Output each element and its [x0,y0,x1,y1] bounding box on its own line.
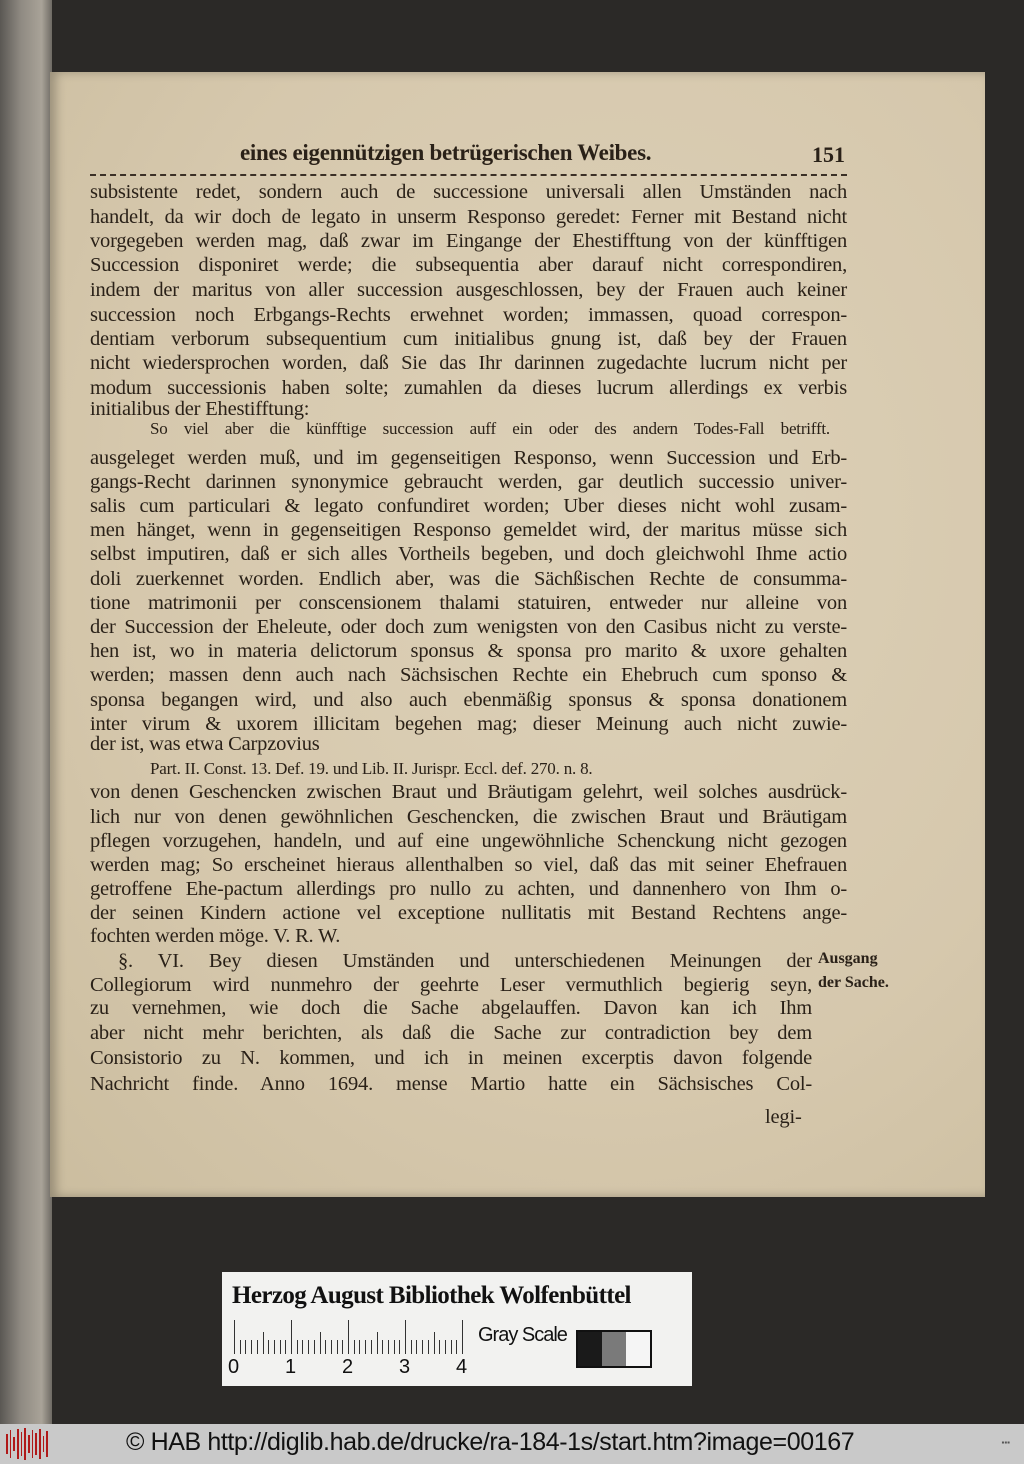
gray-swatch [578,1332,602,1366]
header-rule [90,174,847,176]
ruler-tick [337,1340,338,1354]
ruler-tick [377,1332,378,1354]
ruler-tick [462,1320,463,1354]
catchword: legi- [765,1106,802,1128]
hab-logo-icon [6,1428,48,1460]
text-line: Collegiorum wird nunmehro der geehrte Leser vermuthlich begierig seyn, [90,974,812,996]
ruler-scale [234,1320,474,1354]
text-line: von denen Geschencken zwischen Braut und Bräutigam gelehrt, weil solches ausdrück- [90,781,847,803]
logo-bar [32,1430,34,1458]
ruler-tick [445,1340,446,1354]
text-line: ausgeleget werden muß, und im gegenseitigen Responso, wenn Succession und Erb- [90,447,847,469]
text-line: doli zuerkennet worden. Endlich aber, was die Sächßischen Rechte de consumma- [90,568,847,590]
text-line: fochten werden möge. V. R. W. [90,925,341,947]
running-header: eines eigennützigen betrügerischen Weibes. [240,140,652,165]
color-calibration-card [222,1272,692,1386]
ruler-tick [325,1340,326,1354]
ruler-tick [359,1340,360,1354]
ruler-tick [371,1340,372,1354]
ruler-tick [439,1340,440,1354]
ruler-tick [291,1320,292,1354]
logo-bar [13,1437,15,1451]
ruler-tick [263,1332,264,1354]
ruler-tick [331,1340,332,1354]
ruler-tick [251,1340,252,1354]
ruler-tick [456,1340,457,1354]
ruler-tick [405,1320,406,1354]
text-line: salis cum particulari & legato confundiret worden; Uber dieses nicht wohl zusam- [90,495,847,517]
ruler-tick [416,1340,417,1354]
quoted-text: So viel aber die künfftige succession auff ein oder des andern Todes-Fall betrifft. [150,419,830,438]
ruler-tick [308,1340,309,1354]
text-line: hen ist, wo in materia delictorum sponsus & sponsa pro marito & uxore gehalten [90,640,847,662]
text-line: dentiam verborum subsequentium cum initialibus gnung ist, daß bey der Frauen [90,328,847,350]
text-line: tione matrimonii per conscensionem thalami statuiren, entweder nur alleine von [90,592,847,614]
ruler-tick [274,1340,275,1354]
citation-text: Part. II. Const. 13. Def. 19. und Lib. II. Jurispr. Eccl. def. 270. n. 8. [150,759,593,778]
text-line: lich nur von denen gewöhnlichen Geschencken, die zwischen Braut und Bräutigam [90,806,847,828]
logo-bar [43,1436,45,1452]
text-line: subsistente redet, sondern auch de successione universali allen Umständen nach [90,181,847,203]
text-line: initialibus der Ehestifftung: [90,398,310,420]
text-line: der ist, was etwa Carpzovius [90,733,320,755]
text-line: pflegen vorzugehen, handeln, und auf eine ungewöhnliche Schenckung nicht gezogen [90,830,847,852]
page-number: 151 [812,142,845,167]
ruler-tick [428,1340,429,1354]
margin-note-line-1: Ausgang [818,950,878,967]
ruler-tick [382,1340,383,1354]
library-name: Herzog August Bibliothek Wolfenbüttel [232,1282,631,1309]
gray-scale-label: Gray Scale [478,1324,567,1346]
text-line: aber nicht mehr berichten, als daß die Sache zur contradiction bey dem [90,1022,812,1044]
logo-bar [24,1428,26,1460]
ruler-tick [240,1340,241,1354]
ruler-tick [365,1340,366,1354]
text-line: men hänget, wenn in gegenseitigen Responso gemeldet wird, der maritus müsse sich [90,519,847,541]
ruler-number: 3 [399,1356,411,1378]
text-line: §. VI. Bey diesen Umständen und unterschiedenen Meinungen der [118,950,812,972]
ruler-tick [394,1340,395,1354]
ruler-tick [285,1340,286,1354]
gray-swatch [626,1332,650,1366]
text-line: der Succession der Eheleute, oder doch zum wenigsten von den Casibus nicht zu verste- [90,616,847,638]
ruler-tick [268,1340,269,1354]
text-line: Nachricht finde. Anno 1694. mense Martio hatte ein Sächsisches Col- [90,1073,812,1095]
margin-note-line-2: der Sache. [818,974,889,991]
logo-bar [28,1435,30,1453]
text-line: werden mag; So erscheinet hieraus allenthalben so viel, daß das mit seiner Ehefrauen [90,854,847,876]
ruler-tick [411,1340,412,1354]
text-line: indem der maritus von aller succession ausgeschlossen, bey der Frauen auch keiner [90,279,847,301]
ruler-tick [399,1340,400,1354]
footer-link[interactable]: © HAB http://diglib.hab.de/drucke/ra-184-1s/start.htm?image=00167 [126,1428,855,1456]
logo-bar [21,1432,23,1456]
text-line: werden; massen denn auch nach Sächsischen Rechte ein Ehebruch cum sponso & [90,664,847,686]
text-line: inter virum & uxorem illicitam begehen mag; dieser Meinung auch nicht zuwie- [90,713,847,735]
text-line: gangs-Recht darinnen synonymice gebraucht werden, gar deutlich successio univer- [90,471,847,493]
footer-dots-icon: ▪▪▪ [1001,1438,1010,1447]
logo-bar [6,1434,8,1454]
ruler-tick [280,1340,281,1354]
text-line: getroffene Ehe-pactum allerdings pro nullo zu achten, und dannenhero von Ihm o- [90,878,847,900]
ruler-number: 0 [228,1356,240,1378]
ruler-tick [388,1340,389,1354]
ruler-tick [342,1340,343,1354]
text-line: Succession disponiret werde; die subsequentia aber darauf nicht correspondiren, [90,254,847,276]
logo-bar [35,1433,37,1455]
text-line: vorgegeben werden mag, daß zwar im Eingange der Ehestifftung von der künfftigen [90,230,847,252]
ruler-tick [257,1340,258,1354]
ruler-tick [302,1340,303,1354]
ruler-number: 2 [342,1356,354,1378]
ruler-tick [451,1340,452,1354]
ruler-tick [320,1332,321,1354]
ruler-number: 1 [285,1356,297,1378]
ruler-tick [354,1340,355,1354]
text-line: succession noch Erbgangs-Rechts erwehnet worden; immassen, quoad correspon- [90,304,847,326]
ruler-tick [297,1340,298,1354]
previous-page-edge [0,0,52,1424]
ruler-number: 4 [456,1356,468,1378]
text-line: modum successionis haben solte; zumahlen da dieses lucrum allerdings ex verbis [90,377,847,399]
logo-bar [10,1430,12,1458]
ruler-tick [434,1332,435,1354]
ruler-tick [234,1320,235,1354]
ruler-tick [348,1320,349,1354]
ruler-tick [422,1340,423,1354]
text-line: sponsa begangen wird, und also auch ebenmäßig sponsus & sponsa donationem [90,689,847,711]
ruler-tick [314,1340,315,1354]
text-line: selbst imputiren, daß er sich alles Vortheils begeben, und doch gleichwohl Ihme actio [90,543,847,565]
logo-bar [46,1431,48,1457]
text-line: zu vernehmen, wie doch die Sache abgelauffen. Davon kan ich Ihm [90,997,812,1019]
text-line: handelt, da wir doch de legato in unserm Responso geredet: Ferner mit Bestand nicht [90,206,847,228]
logo-bar [39,1429,41,1459]
text-line: Consistorio zu N. kommen, und ich in meinen excerptis davon folgende [90,1047,812,1069]
footer-bar [0,1424,1024,1464]
text-line: der seinen Kindern actione vel exceptione nullitatis mit Bestand Rechtens ange- [90,902,847,924]
gray-swatch [602,1332,626,1366]
ruler-tick [245,1340,246,1354]
gray-scale-swatches [576,1330,652,1368]
text-line: nicht wiedersprochen worden, daß Sie das Ihr darinnen zugedachte lucrum nicht per [90,352,847,374]
logo-bar [17,1429,19,1459]
